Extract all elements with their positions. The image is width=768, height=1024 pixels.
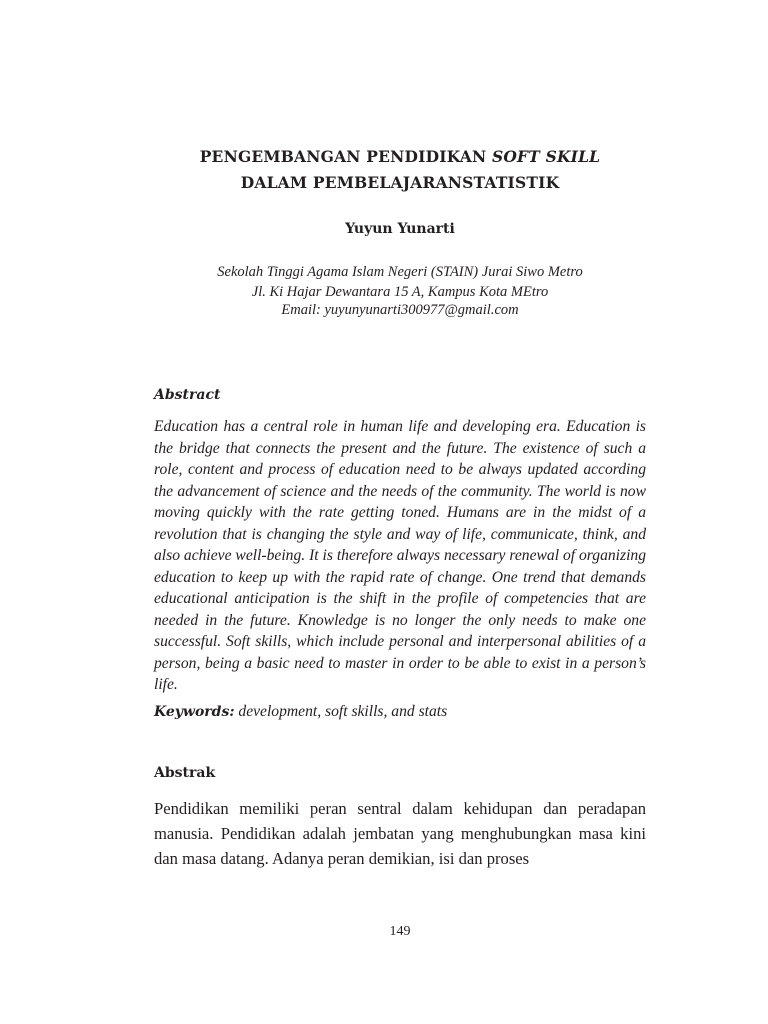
article-title-line-1 (100, 144, 700, 170)
abstrak-text: Pendidikan memiliki peran sentral dalam kehidupan dan peradapan manusia. Pendidikan adalah jembatan yang menghubungkan masa kini dan masa datang. Adanya peran demikian, isi dan proses (154, 799, 646, 868)
title-italic-term: SOFT SKILL (491, 147, 601, 166)
keywords-label: Keywords: (154, 704, 235, 720)
keywords-text: development, soft skills, and stats (234, 703, 448, 720)
abstrak-heading: Abstrak (154, 765, 216, 781)
affiliation-address: Jl. Ki Hajar Dewantara 15 A, Kampus Kota MEtro (251, 284, 549, 300)
title-prefix: PENGEMBANGAN PENDIDIKAN (199, 147, 492, 166)
affiliation-institution: Sekolah Tinggi Agama Islam Negeri (STAIN) Jurai Siwo Metro (217, 264, 583, 280)
affiliation-email: Email: yuyunyunarti300977@gmail.com (281, 302, 519, 318)
abstract-text: Education has a central role in human life and developing era. Education is the bridge that connects the present and the future. The existence of such a role, content and process of education need to be always updated according the advancement of science and the needs of the community. The world is now moving quickly with the rate getting toned. Humans are in the midst of a revolution that is changing the style and way of life, communicate, think, and also achieve well-being. It is therefore always necessary renewal of organizing education to keep up with the rapid rate of change. One trend that demands educational anticipation is the shift in the profile of competencies that are needed in the future. Knowledge is no longer the only needs to make one successful. Soft skills, which include personal and interpersonal abilities of a person, being a basic need to master in order to be able to exist in a person’s life. (154, 418, 646, 693)
keywords-line (154, 701, 646, 723)
article-title-line-2: DALAM PEMBELAJARANSTATISTIK (240, 173, 560, 192)
abstract-heading: Abstract (154, 387, 221, 403)
author-name: Yuyun Yunarti (345, 221, 455, 237)
page-number: 149 (389, 924, 411, 939)
